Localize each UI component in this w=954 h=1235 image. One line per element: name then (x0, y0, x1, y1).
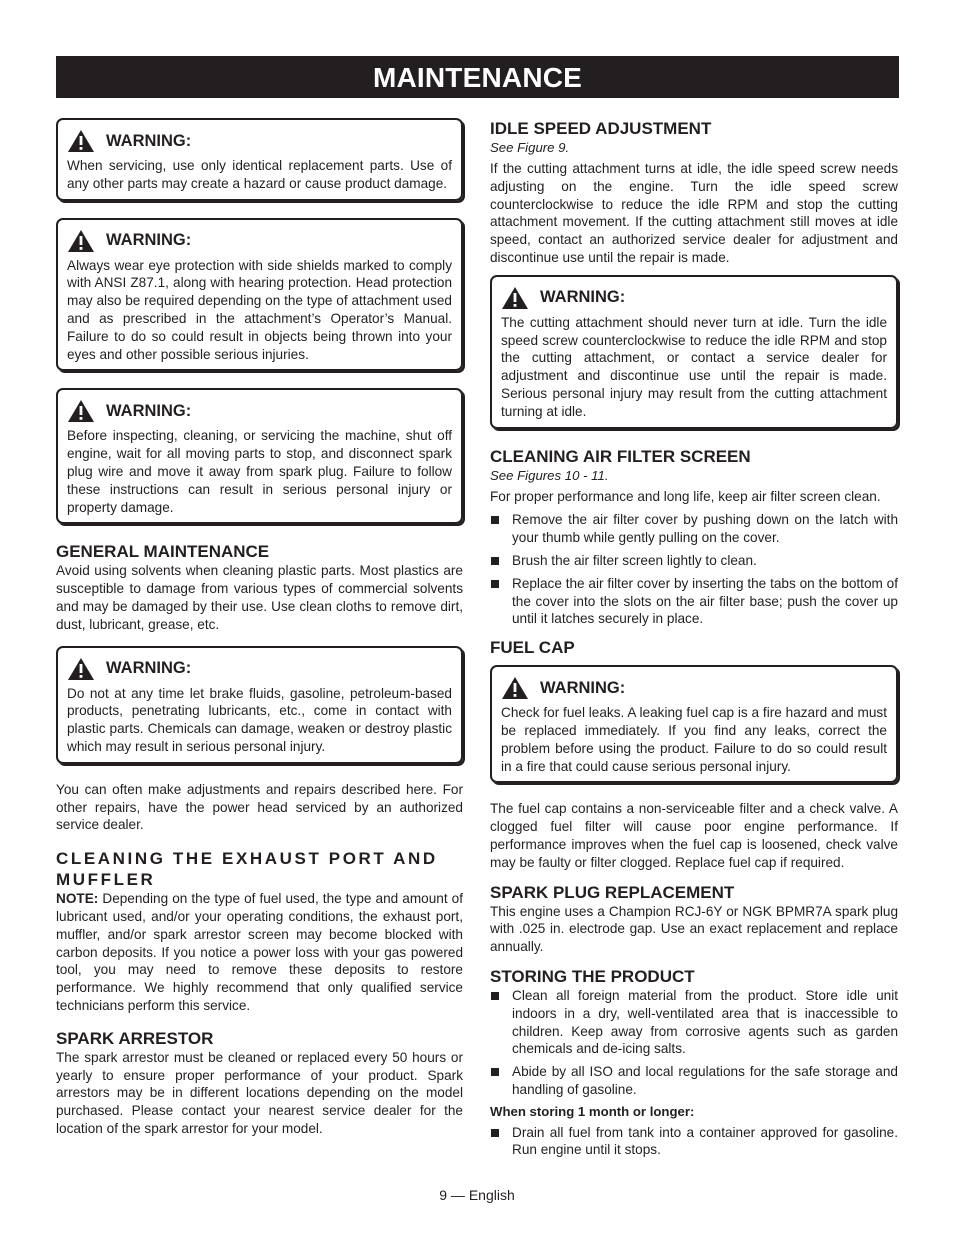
warning-header (67, 129, 452, 153)
left-column (56, 118, 463, 1138)
page-title: MAINTENANCE (56, 56, 899, 98)
warning-label: WARNING: (106, 659, 192, 678)
storing-steps (490, 987, 898, 1099)
page-footer: 9 — English (439, 1187, 515, 1203)
note-label: NOTE: (56, 891, 99, 907)
spark-arrestor-text: The spark arrestor must be cleaned or replaced every 50 hours or yearly to ensure proper performance of your product. Spark arrestors may be in different locations depending on the model purchased. Please contact your nearest service dealer for the location of the spark arrestor for your model. (56, 1049, 463, 1136)
exhaust-port-note: Depending on the type of fuel used, the type and amount of lubricant used, and/or your operating conditions, the exhaust port, muffler, and/or spark arrestor screen may become blocked with carbon deposits. If you notice a power loss with your gas powered tool, you may need to remove these deposits to restore performance. We highly recommend that only qualified service technicians perform this service. (56, 891, 463, 1013)
list-item: Clean all foreign material from the product. Store idle unit indoors in a dry, well-ventilated area that is inaccessible to children. Keep away from corrosive agents such as garden chemicals and de-icing salts. (490, 987, 898, 1058)
adjustments-text: You can often make adjustments and repairs described here. For other repairs, have the power head serviced by an authorized service dealer. (56, 781, 463, 833)
warning-triangle-icon (67, 399, 95, 423)
warning-header (67, 229, 452, 253)
list-item: Replace the air filter cover by inserting the tabs on the bottom of the cover into the slots on the air filter base; push the cover up until it latches securely in place. (490, 575, 898, 628)
fuel-cap-text: The fuel cap contains a non-serviceable filter and a check valve. A clogged fuel filter will cause poor engine performance. If performance improves when the fuel cap is loosened, check valve may be faulty or filter clogged. Replace fuel cap if required. (490, 801, 898, 870)
warning-box-fuel-leaks (490, 665, 898, 783)
idle-speed-heading: IDLE SPEED ADJUSTMENT (490, 119, 712, 138)
warning-box-plastic-parts (56, 646, 463, 764)
list-item: Brush the air filter screen lightly to clean. (490, 552, 898, 570)
general-maintenance-text: Avoid using solvents when cleaning plastic parts. Most plastics are susceptible to damage from various types of commercial solvents and may be damaged by their use. Use clean cloths to remove dirt, dust, lubricant, grease, etc. (56, 563, 463, 632)
warning-label: WARNING: (106, 401, 192, 420)
warning-text: Always wear eye protection with side shields marked to comply with ANSI Z87.1, along with hearing protection. Head protection may also be required depending on the type of attachment used and as prescribed in the attachment’s Operator’s Manual. Failure to do so could result in objects being thrown into your eyes and other possible serious injuries. (67, 257, 452, 362)
right-column (490, 118, 898, 1164)
storing-month-steps (490, 1124, 898, 1160)
warning-triangle-icon (501, 286, 529, 310)
warning-triangle-icon (501, 676, 529, 700)
exhaust-port-text (56, 890, 463, 1015)
idle-speed-text: If the cutting attachment turns at idle, the idle speed screw needs adjusting on the engine. Turn the idle speed screw counterclockwise to reduce the idle RPM and stop the cutting attachment movement. If the cutting attachment still moves at idle speed, contact an authorized service dealer for adjustment and discontinue use until the repair is made. (490, 161, 898, 265)
warning-box-replacement-parts (56, 118, 463, 201)
list-item: Remove the air filter cover by pushing down on the latch with your thumb while gently pulling on the cover. (490, 511, 898, 547)
spark-arrestor-heading: SPARK ARRESTOR (56, 1028, 214, 1048)
warning-label: WARNING: (540, 288, 626, 307)
warning-box-cutting-attachment (490, 275, 898, 429)
spark-plug-heading: SPARK PLUG REPLACEMENT (490, 882, 735, 902)
warning-triangle-icon (67, 129, 95, 153)
warning-text: When servicing, use only identical replacement parts. Use of any other parts may create a hazard or cause product damage. (67, 158, 452, 191)
air-filter-figure-ref: See Figures 10 - 11. (490, 467, 609, 483)
list-item: Abide by all ISO and local regulations for the safe storage and handling of gasoline. (490, 1063, 898, 1099)
warning-triangle-icon (67, 657, 95, 681)
warning-header (67, 399, 452, 423)
warning-label: WARNING: (106, 231, 192, 250)
warning-text: Before inspecting, cleaning, or servicing the machine, shut off engine, wait for all moving parts to stop, and disconnect spark plug wire and move it away from spark plug. Failure to follow these instructions can result in serious personal injury or property damage. (67, 428, 452, 515)
warning-text: Check for fuel leaks. A leaking fuel cap is a fire hazard and must be replaced immediately. If you find any leaks, correct the problem before using the product. Failure to do so could result in a fire that could cause serious personal injury. (501, 705, 887, 774)
warning-label: WARNING: (106, 131, 192, 150)
fuel-cap-heading: FUEL CAP (490, 638, 575, 658)
warning-text: The cutting attachment should never turn at idle. Turn the idle speed screw counterclockwise to reduce the idle RPM and stop the cutting attachment, or contact a service dealer for adjustment and discontinue use until the repair is made. Serious personal injury may result from the cutting attachment turning at idle. (501, 314, 887, 419)
warning-header (67, 657, 452, 681)
air-filter-heading: CLEANING AIR FILTER SCREEN (490, 446, 751, 466)
warning-header (501, 676, 887, 700)
storing-heading: STORING THE PRODUCT (490, 966, 695, 986)
warning-text: Do not at any time let brake fluids, gasoline, petroleum-based products, penetrating lubricants, etc., come in contact with plastic parts. Chemicals can damage, weaken or destroy plastic which may result in serious personal injury. (67, 685, 452, 754)
warning-box-inspecting (56, 388, 463, 524)
idle-speed-figure-ref: See Figure 9. (490, 140, 570, 155)
general-maintenance-heading: GENERAL MAINTENANCE (56, 542, 270, 562)
warning-header (501, 286, 887, 310)
warning-label: WARNING: (540, 678, 626, 697)
air-filter-steps (490, 511, 898, 628)
warning-box-eye-protection (56, 218, 463, 372)
warning-triangle-icon (67, 229, 95, 253)
spark-plug-text: This engine uses a Champion RCJ-6Y or NGK BPMR7A spark plug with .025 in. electrode gap. Use an exact replacement and replace annually. (490, 903, 898, 955)
exhaust-port-heading: CLEANING THE EXHAUST PORT AND MUFFLER (56, 849, 438, 890)
list-item: Drain all fuel from tank into a container approved for gasoline. Run engine until it stops. (490, 1124, 898, 1160)
storing-month-subheading: When storing 1 month or longer: (490, 1103, 695, 1119)
air-filter-text: For proper performance and long life, keep air filter screen clean. (490, 488, 881, 504)
